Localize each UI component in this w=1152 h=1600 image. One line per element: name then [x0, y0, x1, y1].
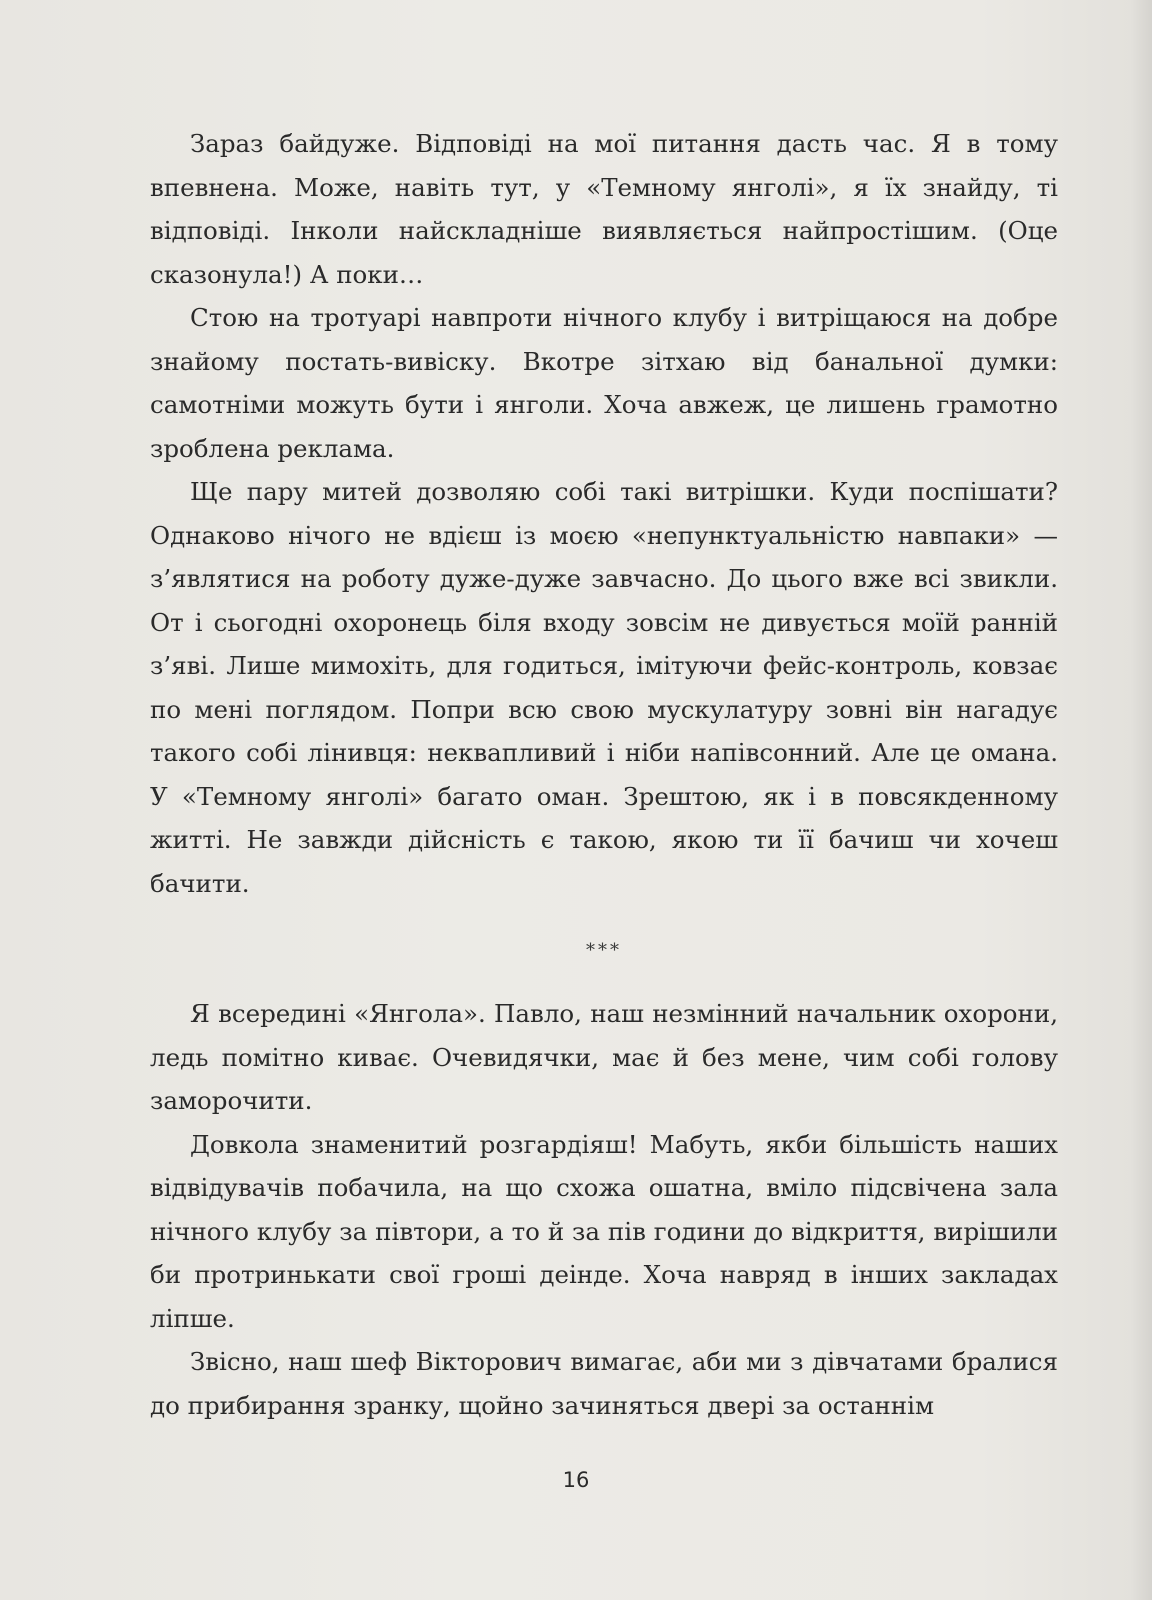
page-number: 16 [562, 1468, 590, 1492]
page-edge-shadow [1130, 0, 1152, 1600]
paragraph: Довкола знаменитий розгардіяш! Мабуть, якби більшість наших відвідувачів побачила, на що схожа ошатна, вміло підсвічена зала нічного клубу за півтори, а то й за пів години до відкриття, вирішили би протринькати свої гроші деінде. Хоча навряд в інших закладах ліпше. [150, 1129, 1058, 1333]
paragraph: Зараз байдуже. Відповіді на мої питання дасть час. Я в тому впевнена. Може, навіть тут, у «Темному янголі», я їх знайду, ті відповіді. Інколи найскладніше виявляється найпростішим. (Оце сказонула!) А поки… [150, 129, 1058, 289]
paragraph: Я всередині «Янгола». Павло, наш незмінний начальник охорони, ледь помітно киває. Очевидячки, має й без мене, чим собі голову заморочити. [150, 999, 1058, 1115]
section-break: *** [586, 940, 622, 961]
body-text [150, 122, 1058, 1427]
paragraph: Стою на тротуарі навпроти нічного клубу і витріщаюся на добре знайому постать-вивіску. Вкотре зітхаю від банальної думки: самотніми можуть бути і янголи. Хоча авжеж, це лишень грамотно зроблена реклама. [150, 303, 1058, 463]
paragraph: Ще пару митей дозволяю собі такі витрішки. Куди поспішати? Однаково нічого не вдієш із моєю «непунктуальністю навпаки» — з’являтися на роботу дуже-дуже завчасно. До цього вже всі звикли. От і сьогодні охоронець біля входу зовсім не дивується моїй ранній з’яві. Лише мимохіть, для годиться, імітуючи фейс-контроль, ковзає по мені поглядом. Попри всю свою мускулатуру зовні він нагадує такого собі лінивця: неквапливий і ніби напівсонний. Але це омана. У «Темному янголі» багато оман. Зрештою, як і в повсякденному житті. Не завжди дійсність є такою, якою ти її бачиш чи хочеш бачити. [150, 477, 1058, 898]
paragraph: Звісно, наш шеф Вікторович вимагає, аби ми з дівчатами бралися до прибирання зранку, щойно зачиняться двері за останнім [150, 1347, 1058, 1420]
